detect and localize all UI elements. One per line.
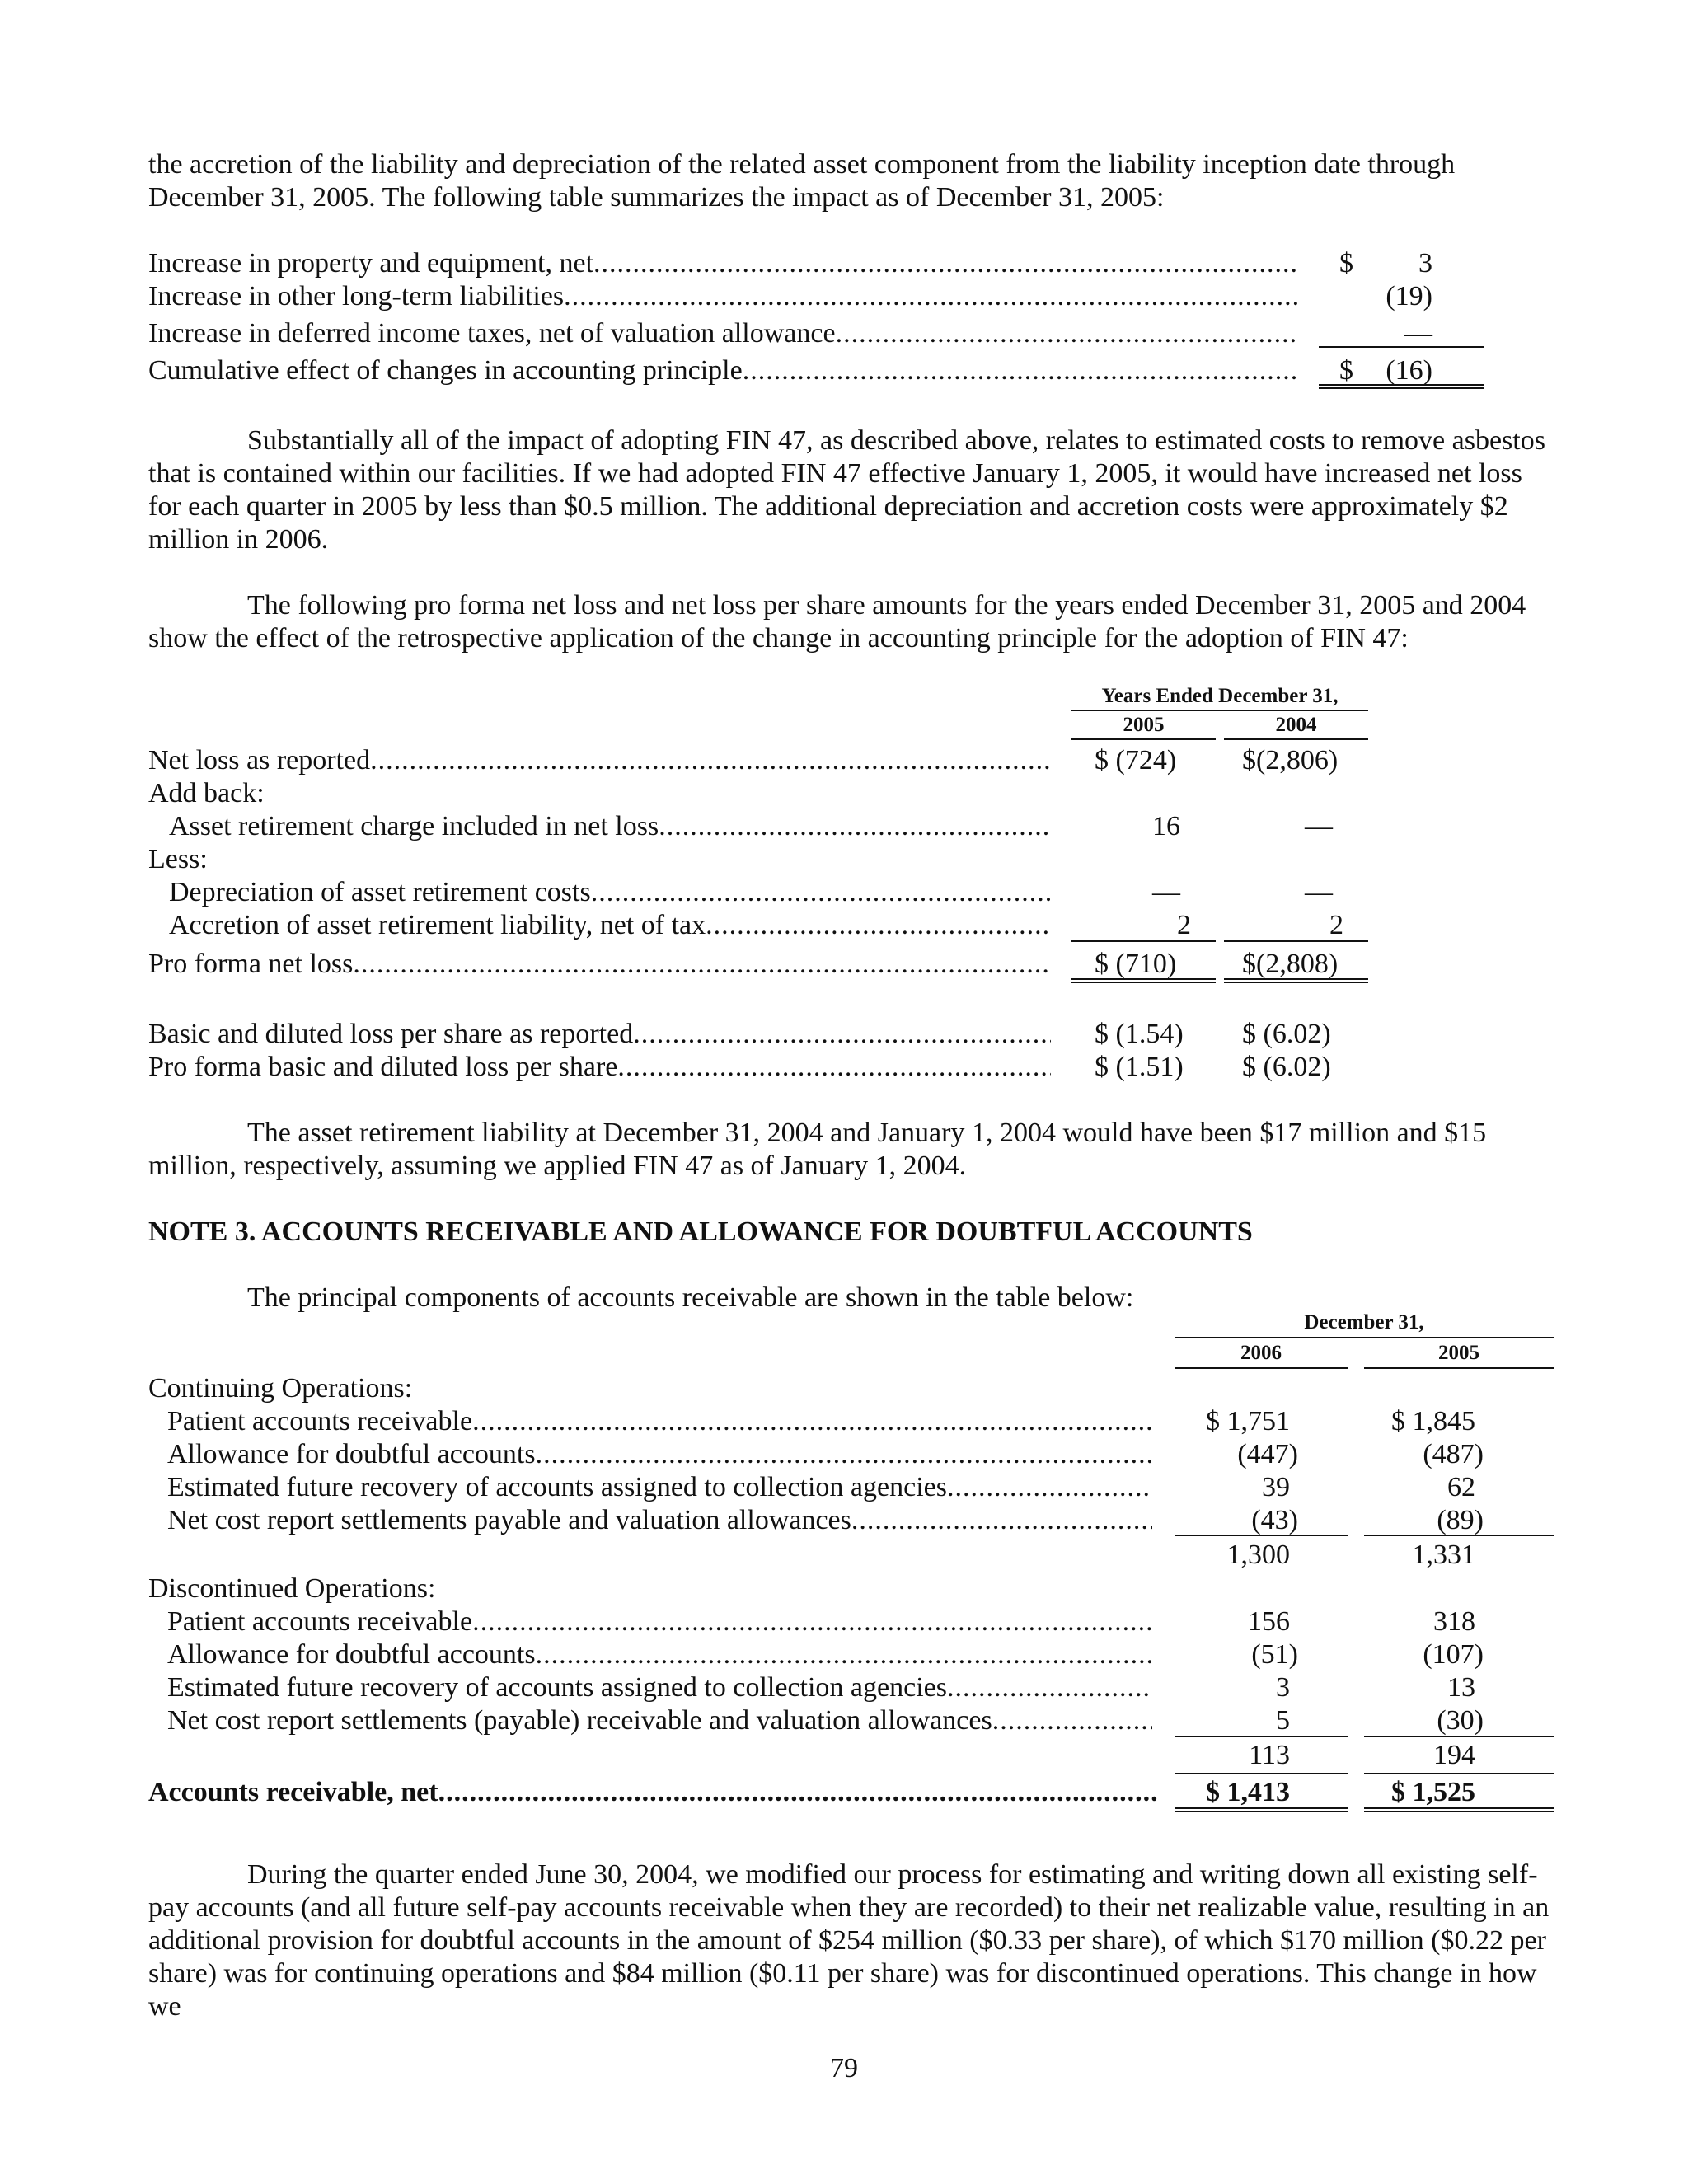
underline <box>1224 738 1368 740</box>
double-underline <box>1319 384 1484 389</box>
underline <box>1175 1535 1348 1536</box>
ar-row-label: Allowance for doubtful accounts ..... <box>167 1438 1152 1471</box>
ar-row-label: Allowance for doubtful accounts ..... <box>167 1638 1152 1671</box>
ar-row-2005: (89) <box>1437 1505 1484 1535</box>
underline <box>1071 738 1216 740</box>
impact-row-value: (19) <box>1386 281 1432 312</box>
proforma-intro-paragraph: The following pro forma net loss and net loss per share amounts for the years ended December 31, 2005 and 2004 show the effect of the retrospective application of the change in accounting principle for the adoption of FIN 47: <box>148 590 1526 654</box>
ar-row-2006: 3 <box>1276 1672 1290 1703</box>
ar-row-2005: 318 <box>1433 1606 1475 1637</box>
ar-row-2006: (43) <box>1251 1505 1298 1535</box>
underline <box>1364 1535 1554 1536</box>
ar-net-label: Accounts receivable, net ..... <box>148 1776 1158 1809</box>
underline <box>1175 1337 1554 1338</box>
basic-reported-label: Basic and diluted loss per share as reported ..... <box>148 1018 1051 1051</box>
double-underline <box>1224 978 1368 983</box>
page-number: 79 <box>830 2053 858 2083</box>
proforma-loss-2005: $ (710) <box>1095 949 1177 979</box>
continuing-total-2006: 1,300 <box>1226 1540 1290 1570</box>
basic-reported-2005: $ (1.54) <box>1095 1019 1184 1049</box>
impact-row-currency: $ <box>1339 248 1353 279</box>
ar-row-2006: (447) <box>1237 1439 1298 1469</box>
ar-net-2005: $ 1,525 <box>1391 1777 1475 1807</box>
depreciation-2005: — <box>1152 877 1180 907</box>
basic-proforma-2004: $ (6.02) <box>1242 1052 1331 1082</box>
net-loss-2004: $(2,806) <box>1242 745 1339 776</box>
discontinued-total-2005: 194 <box>1433 1740 1475 1770</box>
ar-row-2005: 62 <box>1447 1472 1475 1502</box>
net-loss-label: Net loss as reported ..... <box>148 744 1051 777</box>
add-back-label: Add back: <box>148 778 265 808</box>
basic-proforma-label: Pro forma basic and diluted loss per share ..... <box>148 1051 1051 1084</box>
underline <box>1175 1367 1348 1369</box>
discontinued-total-2006: 113 <box>1249 1740 1290 1770</box>
liability-paragraph: The asset retirement liability at December 31, 2004 and January 1, 2004 would have been $17 million and $15 million, respectively, assuming we applied FIN 47 as of January 1, 2004. <box>148 1118 1487 1181</box>
accretion-2004: 2 <box>1329 910 1343 940</box>
year-header: 2005 <box>1123 714 1165 736</box>
ar-row-label: Net cost report settlements (payable) receivable and valuation allowances ..... <box>167 1704 1152 1737</box>
impact-row-currency: $ <box>1339 355 1353 386</box>
double-underline <box>1071 978 1216 983</box>
double-underline <box>1364 1807 1554 1812</box>
note3-intro: The principal components of accounts receivable are shown in the table below: <box>247 1282 1134 1313</box>
selfpay-paragraph: During the quarter ended June 30, 2004, we modified our process for estimating and writing down all existing self-pay accounts (and all future self-pay accounts receivable when they are recorded) to their net realizable value, resulting in an additional provision for doubtful accounts in the amount of $254 million ($0.33 per share), of which $170 million ($0.22 per share) was for continuing operations and $84 million ($0.11 per share) was for discontinued operations. This change in how we <box>148 1859 1550 2022</box>
proforma-loss-label: Pro forma net loss ..... <box>148 948 1051 981</box>
depreciation-label: Depreciation of asset retirement costs ..... <box>169 876 1051 909</box>
impact-row-value: 3 <box>1418 248 1432 279</box>
ar-row-2006: (51) <box>1251 1639 1298 1670</box>
impact-row-label: Cumulative effect of changes in accounting principle ..... <box>148 354 1298 387</box>
underline <box>1364 1773 1554 1774</box>
ar-header: December 31, <box>1304 1311 1424 1333</box>
impact-row-label: Increase in property and equipment, net ..... <box>148 247 1298 280</box>
ar-row-2006: 5 <box>1276 1705 1290 1736</box>
ar-row-2006: $ 1,751 <box>1206 1406 1290 1436</box>
year-header: 2005 <box>1438 1342 1479 1364</box>
asset-charge-label: Asset retirement charge included in net loss ..... <box>169 810 1051 843</box>
net-loss-2005: $ (724) <box>1095 745 1177 776</box>
impact-row-label: Increase in deferred income taxes, net of valuation allowance ..... <box>148 317 1298 350</box>
underline <box>1224 940 1368 942</box>
asbestos-paragraph: Substantially all of the impact of adopting FIN 47, as described above, relates to estimated costs to remove asbestos that is contained within our facilities. If we had adopted FIN 47 effective January 1, 2005, it would have increased net loss for each quarter in 2005 by less than $0.5 million. The additional depreciation and accretion costs were approximately $2 million in 2006. <box>148 425 1545 555</box>
ar-row-2005: (107) <box>1423 1639 1484 1670</box>
ar-row-2005: (487) <box>1423 1439 1484 1469</box>
year-header: 2004 <box>1275 714 1317 736</box>
discontinued-heading: Discontinued Operations: <box>148 1573 436 1604</box>
impact-row-value: (16) <box>1386 355 1432 386</box>
ar-row-2005: (30) <box>1437 1705 1484 1736</box>
year-header: 2006 <box>1240 1342 1282 1364</box>
ar-row-2005: $ 1,845 <box>1391 1406 1475 1436</box>
underline <box>1071 710 1368 711</box>
continuing-heading: Continuing Operations: <box>148 1373 413 1404</box>
ar-row-2006: 39 <box>1262 1472 1290 1502</box>
asset-charge-2004: — <box>1305 811 1333 841</box>
ar-row-label: Estimated future recovery of accounts assigned to collection agencies ..... <box>167 1471 1152 1504</box>
underline <box>1364 1367 1554 1369</box>
proforma-loss-2004: $(2,808) <box>1242 949 1339 979</box>
ar-row-label: Patient accounts receivable ..... <box>167 1605 1152 1638</box>
underline <box>1175 1736 1348 1737</box>
accretion-2005: 2 <box>1177 910 1191 940</box>
depreciation-2004: — <box>1305 877 1333 907</box>
continuing-total-2005: 1,331 <box>1412 1540 1475 1570</box>
basic-reported-2004: $ (6.02) <box>1242 1019 1331 1049</box>
accretion-label: Accretion of asset retirement liability, net of tax ..... <box>169 909 1051 942</box>
less-label: Less: <box>148 844 208 874</box>
asset-charge-2005: 16 <box>1152 811 1180 841</box>
ar-row-label: Net cost report settlements payable and valuation allowances ..... <box>167 1504 1152 1537</box>
underline <box>1175 1773 1348 1774</box>
ar-row-label: Patient accounts receivable ..... <box>167 1405 1152 1438</box>
impact-row-value: — <box>1404 318 1432 349</box>
basic-proforma-2005: $ (1.51) <box>1095 1052 1184 1082</box>
ar-row-2006: 156 <box>1248 1606 1290 1637</box>
underline <box>1071 940 1216 942</box>
note3-title: NOTE 3. ACCOUNTS RECEIVABLE AND ALLOWANCE FOR DOUBTFUL ACCOUNTS <box>148 1216 1253 1247</box>
proforma-header: Years Ended December 31, <box>1101 685 1339 707</box>
ar-row-2005: 13 <box>1447 1672 1475 1703</box>
ar-net-2006: $ 1,413 <box>1206 1777 1290 1807</box>
double-underline <box>1175 1807 1348 1812</box>
underline <box>1319 346 1484 348</box>
intro-paragraph: the accretion of the liability and depreciation of the related asset component from the liability inception date through December 31, 2005. The following table summarizes the impact as of December 31, 2005: <box>148 149 1456 213</box>
ar-row-label: Estimated future recovery of accounts assigned to collection agencies ..... <box>167 1671 1152 1704</box>
impact-row-label: Increase in other long-term liabilities ..... <box>148 280 1298 313</box>
underline <box>1364 1736 1554 1737</box>
